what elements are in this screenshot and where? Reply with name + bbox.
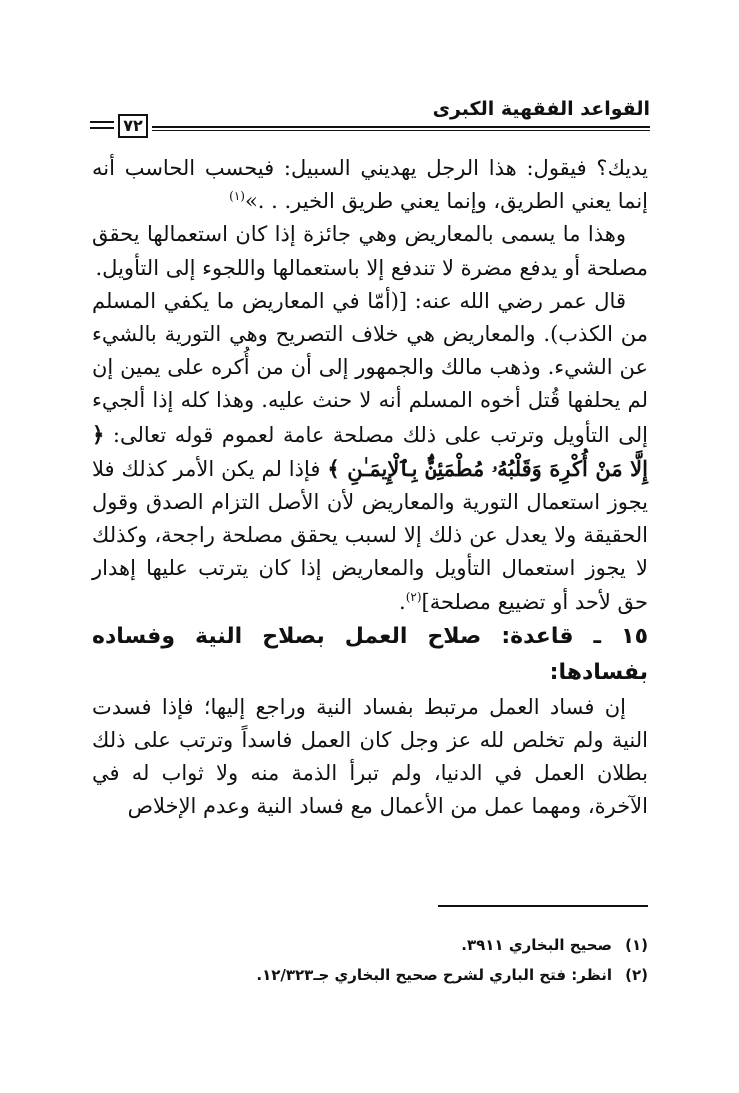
paragraph-1-text: يديك؟ فيقول: هذا الرجل يهديني السبيل: فيحسب الحاسب أنه إنما يعني الطريق، وإنما يعني طريق الخير. . .» — [92, 156, 648, 214]
footnote-1-text: صحيح البخاري ٣٩١١. — [461, 936, 612, 954]
paragraph-3-text-b: فإذا لم يكن الأمر كذلك فلا يجوز استعمال التورية والمعاريض لأن الأصل التزام الصدق وقول الحقيقة ولا يعدل عن ذلك إلا لسبب يحقق مصلحة راجحة، وكذلك لا يجوز استعمال التأويل والمعاريض إذا كان يترتب عليها إهدار حق لأحد أو تضييع مصلحة] — [92, 456, 648, 614]
footnote-ref-1: (١) — [229, 189, 245, 204]
paragraph-1 — [92, 152, 648, 218]
footnote-2 — [200, 960, 648, 990]
footnote-2-number: (٢) — [625, 966, 648, 984]
page-number: ٧٢ — [118, 114, 148, 138]
footnote-ref-2: (٢) — [405, 589, 422, 604]
header-title: القواعد الفقهية الكبرى — [432, 98, 650, 120]
paragraph-3-end: . — [399, 589, 406, 614]
footnotes — [200, 930, 648, 990]
paragraph-2: وهذا ما يسمى بالمعاريض وهي جائزة إذا كان استعمالها يحقق مصلحة أو يدفع مضرة لا تندفع إلا باستعمالها واللجوء إلى التأويل. — [92, 222, 648, 280]
quran-verse: ﴿ إِلَّا مَنْ أُكْرِهَ وَقَلْبُهُۥ مُطْمَئِنٌّۢ بِٱلْإِيمَـٰنِ ﴾ — [92, 421, 648, 481]
paragraph-3 — [92, 285, 648, 619]
footnote-separator — [438, 905, 648, 907]
paragraph-4: إن فساد العمل مرتبط بفساد النية وراجع إليها؛ فإذا فسدت النية ولم تخلص لله عز وجل كان العمل فاسداً وترتب على ذلك بطلان العمل في الدنيا، ولم تبرأ الذمة منه ولا ثواب له في الآخرة، ومهما عمل من الأعمال مع فساد النية وعدم الإخلاص — [92, 694, 648, 819]
footnote-1-number: (١) — [625, 936, 648, 954]
footnote-1 — [200, 930, 648, 960]
body-text — [92, 152, 648, 824]
paragraph-3-text-a: قال عمر رضي الله عنه: [(أمّا في المعاريض ما يكفي المسلم من الكذب). والمعاريض هي خلاف التصريح وهي التورية بالشيء عن الشيء. وذهب مالك والجمهور إلى أن من أُكره على يمين إن لم يحلفها قُتل أخوه المسلم أنه لا حنث عليه. وهذا كله إذا ألجيء إلى التأويل وترتب على ذلك مصلحة عامة لعموم قوله تعالى: — [92, 288, 648, 447]
rule-heading: ١٥ ـ قاعدة: صلاح العمل بصلاح النية وفساده بفسادها: — [92, 623, 648, 685]
header-rule — [152, 126, 650, 131]
page-number-dash — [90, 121, 114, 129]
footnote-2-text: انظر: فتح الباري لشرح صحيح البخاري جـ١٢/٣٢٣. — [256, 966, 612, 984]
running-header — [90, 98, 650, 148]
